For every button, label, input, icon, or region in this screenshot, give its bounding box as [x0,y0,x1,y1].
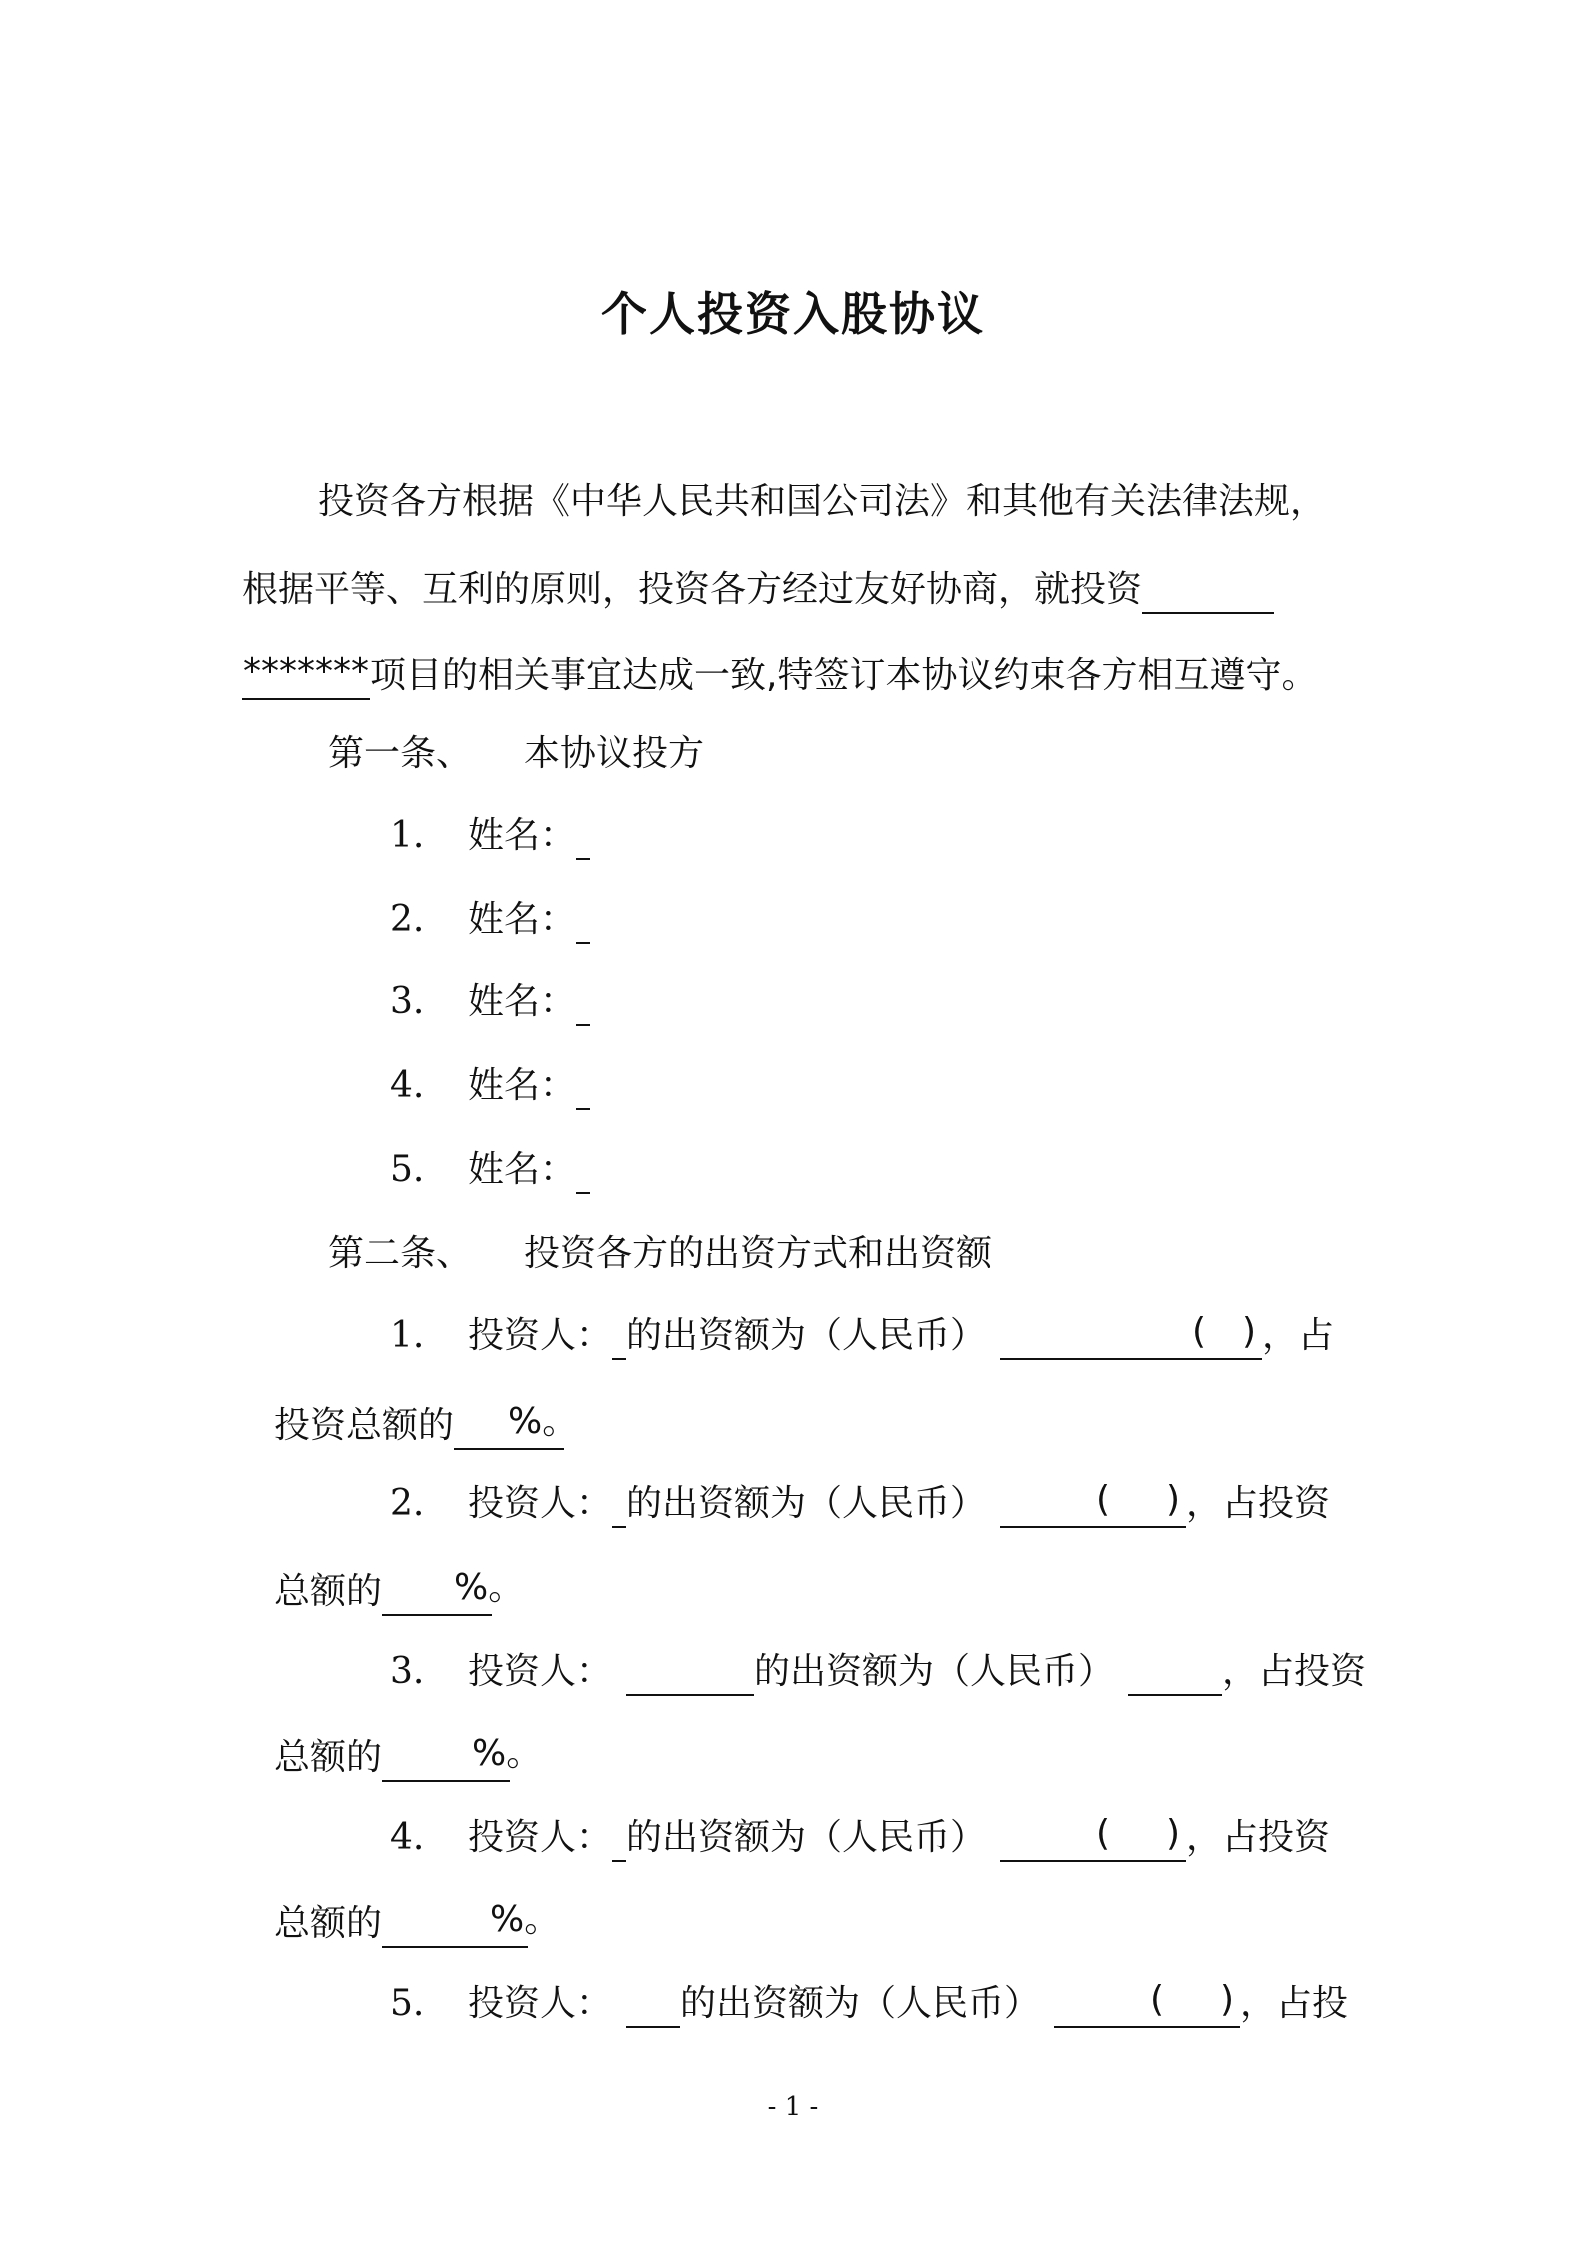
investor-label: 投资人： [468,1315,613,1356]
page-number: - 1 - [767,2092,819,2122]
name-blank[interactable] [576,1152,590,1194]
project-name-blank-2[interactable] [242,651,370,700]
article-1-item [390,812,590,860]
article-1-label: 第一条、 [328,733,473,774]
investment-item-2-cont [274,1567,525,1616]
item-number: 1. [390,1315,425,1356]
share-text: 占投资 [1258,1651,1367,1692]
name-blank[interactable] [576,1068,590,1110]
percent-sign: %。 [454,1567,525,1608]
name-blank[interactable] [576,818,590,860]
investment-item-2 [390,1480,1330,1528]
investor-name-blank[interactable] [626,1986,680,2028]
percent-blank[interactable] [382,1899,561,1948]
article-2-heading [328,1230,992,1278]
investor-label: 投资人： [468,1483,613,1524]
intro-text-3: 项目的相关事宜达成一致,特签订本协议约束各方相互遵守。 [370,655,1318,696]
percent-sign: %。 [508,1401,579,1442]
article-1-item [390,1146,590,1194]
investor-label: 投资人： [468,1651,613,1692]
comma: ， [1186,1483,1223,1524]
item-number: 2. [390,1483,425,1524]
paren-open: ( [1192,1311,1207,1352]
article-2-title: 投资各方的出资方式和出资额 [524,1233,993,1274]
item-number: 5. [390,1149,425,1190]
project-name-stars: ******* [243,651,369,692]
amount-text: 的出资额为（人民币） [626,1817,987,1858]
project-name-blank-1[interactable] [1142,572,1274,614]
investment-item-1 [390,1312,1334,1360]
share-text: 占投资 [1222,1817,1331,1858]
name-label: 姓名： [468,1149,577,1190]
total-of-text: 总额的 [274,1571,383,1612]
total-of-text: 总额的 [274,1903,383,1944]
paren-close: ) [1220,1979,1235,2020]
investor-label: 投资人： [468,1983,613,2024]
percent-blank[interactable] [454,1401,579,1450]
paren-close: ) [1242,1311,1257,1352]
percent-blank[interactable] [382,1733,543,1782]
intro-text-1: 投资各方根据《中华人民共和国公司法》和其他有关法律法规， [318,481,1327,522]
comma: ， [1222,1651,1259,1692]
paren-open: ( [1096,1813,1111,1854]
percent-blank[interactable] [382,1567,525,1616]
paren-close: ) [1166,1813,1181,1854]
investor-name-blank[interactable] [612,1486,626,1528]
article-1-item [390,978,590,1026]
name-label: 姓名： [468,899,577,940]
paren-close: ) [1166,1479,1181,1520]
name-label: 姓名： [468,1065,577,1106]
paren-open: ( [1150,1979,1165,2020]
percent-sign: %。 [472,1733,543,1774]
intro-line-1 [318,478,1326,526]
comma: ， [1186,1817,1223,1858]
intro-line-2 [242,566,1274,614]
investment-item-4-cont [274,1899,561,1948]
investor-name-blank[interactable] [612,1318,626,1360]
item-number: 4. [390,1065,425,1106]
item-number: 1. [390,815,425,856]
amount-blank[interactable] [1000,1813,1186,1862]
investment-item-5 [390,1980,1348,2028]
document-title: 个人投资入股协议 [601,287,985,341]
intro-line-3 [242,652,1317,700]
comma: ， [1262,1315,1299,1356]
article-1-title: 本协议投方 [524,733,705,774]
share-text: 占 [1298,1315,1335,1356]
investment-item-3-cont [274,1733,543,1782]
comma: ， [1240,1983,1277,2024]
name-blank[interactable] [576,902,590,944]
share-text: 占投资 [1222,1483,1331,1524]
intro-text-2: 根据平等、互利的原则，投资各方经过友好协商，就投资 [242,569,1143,610]
item-number: 3. [390,1651,425,1692]
amount-text: 的出资额为（人民币） [680,1983,1041,2024]
investor-name-blank[interactable] [626,1654,754,1696]
investor-name-blank[interactable] [612,1820,626,1862]
name-label: 姓名： [468,815,577,856]
amount-blank[interactable] [1128,1654,1222,1696]
item-number: 3. [390,981,425,1022]
amount-blank[interactable] [1000,1311,1262,1360]
amount-text: 的出资额为（人民币） [626,1315,987,1356]
investment-item-1-cont [274,1401,579,1450]
article-1-heading [328,730,704,778]
article-1-item [390,896,590,944]
percent-sign: %。 [490,1899,561,1940]
name-label: 姓名： [468,981,577,1022]
amount-text: 的出资额为（人民币） [754,1651,1115,1692]
item-number: 2. [390,899,425,940]
article-2-label: 第二条、 [328,1233,473,1274]
paren-open: ( [1096,1479,1111,1520]
amount-blank[interactable] [1000,1479,1186,1528]
total-of-text: 总额的 [274,1737,383,1778]
name-blank[interactable] [576,984,590,1026]
article-1-item [390,1062,590,1110]
item-number: 5. [390,1983,425,2024]
share-text: 占投 [1276,1983,1349,2024]
investment-item-4 [390,1814,1330,1862]
investor-label: 投资人： [468,1817,613,1858]
amount-blank[interactable] [1054,1979,1240,2028]
investment-item-3 [390,1648,1366,1696]
total-of-text: 投资总额的 [274,1405,455,1446]
amount-text: 的出资额为（人民币） [626,1483,987,1524]
item-number: 4. [390,1817,425,1858]
